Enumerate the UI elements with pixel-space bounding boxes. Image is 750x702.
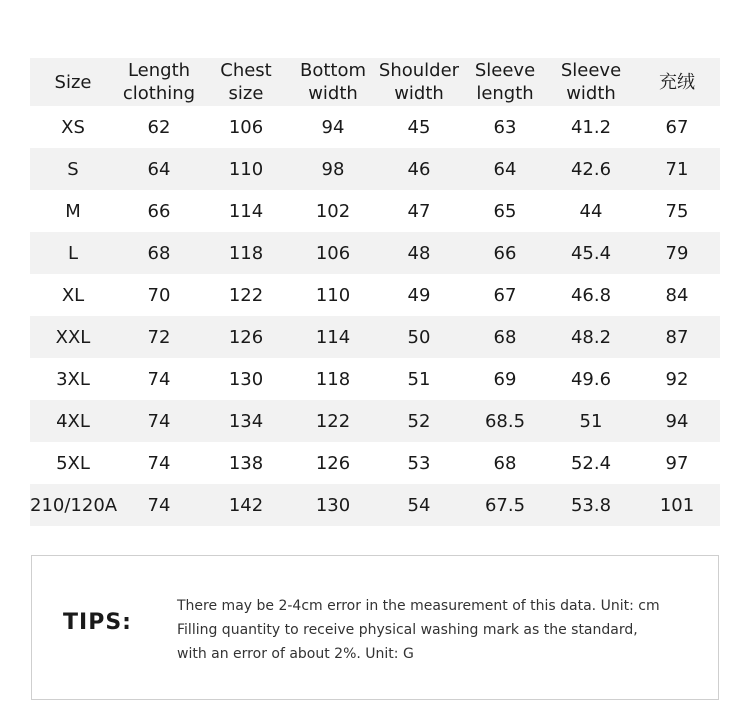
cell-shoulder-width: 53 [407,452,431,474]
cell-length-clothing: 74 [147,410,171,432]
cell-bottom-width: 94 [321,116,345,138]
cell-sleeve-width: 51 [579,410,603,432]
table-row [30,484,720,526]
cell-length-clothing: 72 [147,326,171,348]
table-row [30,190,720,232]
tips-text [177,594,660,666]
cell-shoulder-width: 51 [407,368,431,390]
cell-chest-size: 106 [228,116,264,138]
cell-sleeve-length: 68 [493,452,517,474]
cell-filling: 92 [665,368,689,390]
header-sleeve-length: Sleeve length [474,60,536,104]
cell-length-clothing: 64 [147,158,171,180]
tips-line: There may be 2-4cm error in the measurement of this data. Unit: cm [177,598,660,614]
cell-filling: 101 [659,494,695,516]
cell-size: S [67,158,79,180]
cell-sleeve-width: 42.6 [570,158,612,180]
cell-bottom-width: 118 [315,368,351,390]
cell-length-clothing: 74 [147,368,171,390]
header-filling: 充绒 [659,71,695,93]
cell-chest-size: 114 [228,200,264,222]
tips-line: with an error of about 2%. Unit: G [177,646,414,662]
cell-bottom-width: 106 [315,242,351,264]
cell-sleeve-width: 49.6 [570,368,612,390]
cell-filling: 79 [665,242,689,264]
header-bottom-width: Bottom width [299,60,367,104]
table-row [30,358,720,400]
cell-bottom-width: 122 [315,410,351,432]
cell-chest-size: 110 [228,158,264,180]
cell-chest-size: 122 [228,284,264,306]
cell-chest-size: 134 [228,410,264,432]
cell-chest-size: 118 [228,242,264,264]
cell-sleeve-length: 63 [493,116,517,138]
cell-size: 4XL [56,410,90,432]
header-length-clothing: Length clothing [122,60,196,104]
table-row [30,148,720,190]
cell-sleeve-length: 67.5 [484,494,526,516]
cell-filling: 67 [665,116,689,138]
cell-filling: 71 [665,158,689,180]
cell-sleeve-width: 48.2 [570,326,612,348]
cell-shoulder-width: 48 [407,242,431,264]
cell-sleeve-width: 45.4 [570,242,612,264]
cell-sleeve-length: 68 [493,326,517,348]
cell-shoulder-width: 49 [407,284,431,306]
cell-sleeve-length: 64 [493,158,517,180]
cell-sleeve-length: 65 [493,200,517,222]
cell-sleeve-length: 68.5 [484,410,526,432]
cell-bottom-width: 102 [315,200,351,222]
tips-title: TIPS: [63,610,132,635]
cell-length-clothing: 66 [147,200,171,222]
cell-bottom-width: 126 [315,452,351,474]
cell-shoulder-width: 50 [407,326,431,348]
cell-length-clothing: 74 [147,452,171,474]
cell-bottom-width: 130 [315,494,351,516]
table-row [30,106,720,148]
cell-filling: 84 [665,284,689,306]
cell-bottom-width: 110 [315,284,351,306]
cell-filling: 94 [665,410,689,432]
cell-length-clothing: 68 [147,242,171,264]
cell-sleeve-length: 66 [493,242,517,264]
table-row [30,274,720,316]
cell-shoulder-width: 45 [407,116,431,138]
cell-filling: 97 [665,452,689,474]
cell-filling: 75 [665,200,689,222]
size-chart-table [30,58,720,526]
tips-line: Filling quantity to receive physical washing mark as the standard, [177,622,638,638]
cell-length-clothing: 74 [147,494,171,516]
cell-size: 3XL [56,368,90,390]
table-row [30,316,720,358]
cell-length-clothing: 62 [147,116,171,138]
cell-shoulder-width: 46 [407,158,431,180]
header-sleeve-width: Sleeve width [560,60,622,104]
table-body [30,106,720,526]
cell-shoulder-width: 47 [407,200,431,222]
header-chest-size: Chest size [220,60,272,104]
cell-sleeve-width: 53.8 [570,494,612,516]
cell-sleeve-length: 67 [493,284,517,306]
cell-bottom-width: 98 [321,158,345,180]
header-size: Size [54,71,92,93]
cell-size: 210/120A [30,494,118,516]
header-shoulder-width: Shoulder width [378,60,460,104]
cell-shoulder-width: 52 [407,410,431,432]
tips-box [31,555,719,700]
table-row [30,442,720,484]
cell-bottom-width: 114 [315,326,351,348]
cell-size: XXL [55,326,91,348]
cell-chest-size: 126 [228,326,264,348]
cell-sleeve-width: 41.2 [570,116,612,138]
table-row [30,400,720,442]
cell-shoulder-width: 54 [407,494,431,516]
cell-sleeve-width: 46.8 [570,284,612,306]
cell-size: M [65,200,81,222]
cell-size: XS [61,116,85,138]
cell-filling: 87 [665,326,689,348]
cell-sleeve-width: 52.4 [570,452,612,474]
cell-size: L [67,242,79,264]
cell-sleeve-length: 69 [493,368,517,390]
table-header-row [30,58,720,106]
cell-length-clothing: 70 [147,284,171,306]
cell-size: XL [61,284,85,306]
table-row [30,232,720,274]
cell-chest-size: 130 [228,368,264,390]
cell-sleeve-width: 44 [579,200,603,222]
cell-chest-size: 142 [228,494,264,516]
cell-size: 5XL [56,452,90,474]
cell-chest-size: 138 [228,452,264,474]
